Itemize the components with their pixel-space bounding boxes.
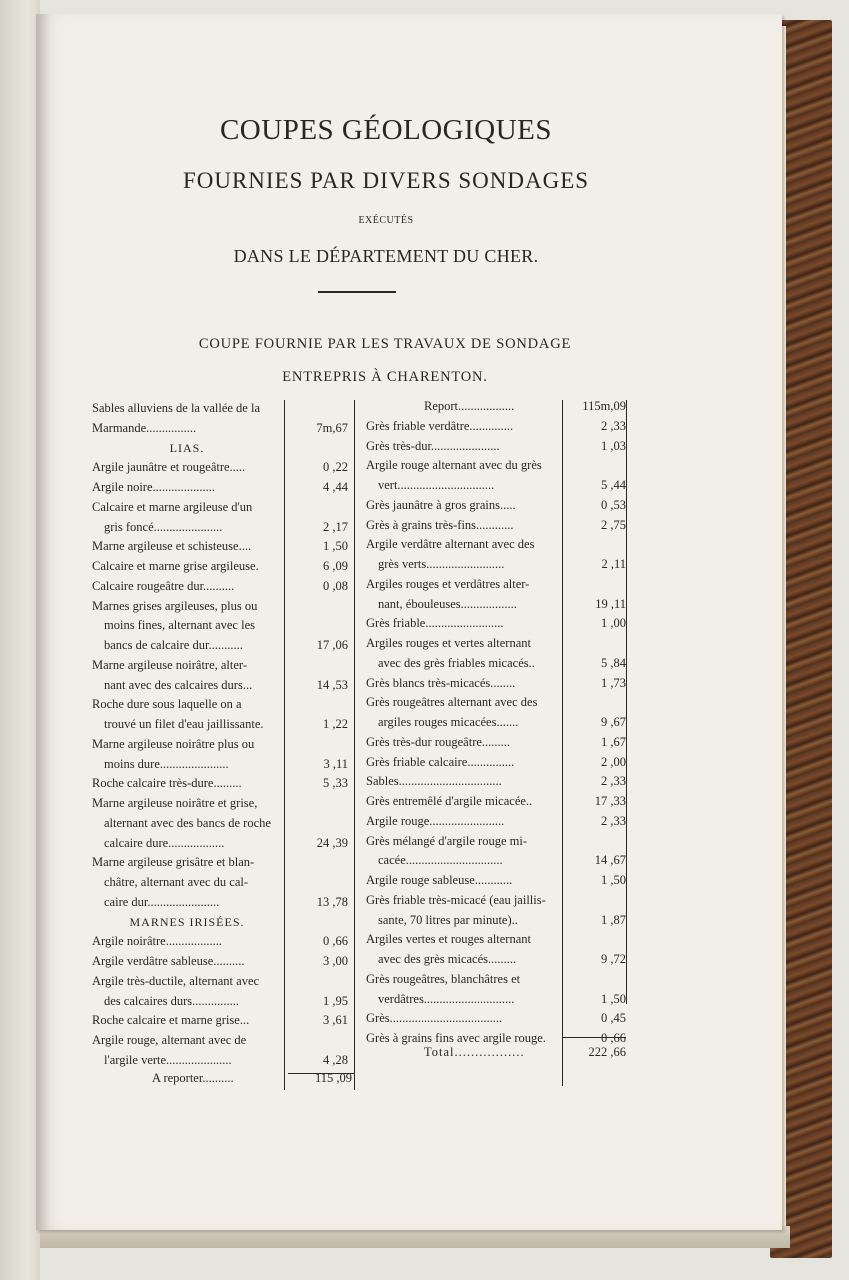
- row-value: 9 ,72: [601, 952, 626, 966]
- row-label: Argile verdâtre sableuse..........: [92, 954, 245, 968]
- table-row: [92, 637, 350, 654]
- row-label: Marne argileuse et schisteuse....: [92, 539, 252, 554]
- row-label: Grès à grains fins avec argile rouge.: [366, 1031, 546, 1045]
- row-value: 14 ,53: [316, 677, 348, 692]
- row-value: 1 ,95: [323, 993, 348, 1008]
- table-row: [366, 576, 628, 593]
- title-line-2: FOURNIES PAR DIVERS SONDAGES: [182, 168, 590, 193]
- row-value: 9 ,67: [601, 715, 626, 729]
- row-label: avec des grès friables micacés..: [378, 655, 535, 670]
- row-label: moins dure......................: [104, 756, 229, 771]
- row-label: Marne argileuse noirâtre plus ou: [92, 736, 255, 751]
- table-row: [92, 1012, 350, 1029]
- row-value: 115m,09: [582, 399, 626, 413]
- table-row: [366, 912, 628, 929]
- table-row: [92, 400, 350, 417]
- row-value: 17 ,33: [594, 794, 626, 808]
- row-label: Marmande................: [92, 420, 197, 435]
- table-row: [92, 736, 350, 753]
- row-label: Calcaire et marne grise argileuse.: [92, 559, 259, 573]
- row-label: Marne argileuse noirâtre et grise,: [92, 796, 258, 810]
- table-row: [92, 1032, 350, 1049]
- table-row: [92, 657, 350, 674]
- table-row: [366, 773, 628, 790]
- table-row: [366, 596, 628, 613]
- row-label: l'argile verte.....................: [104, 1052, 232, 1067]
- row-label: Argile rouge alternant avec du grès: [366, 458, 542, 473]
- row-value: 1 ,50: [323, 539, 348, 554]
- row-value: 2 ,11: [601, 557, 626, 571]
- row-value: 4 ,28: [323, 1052, 348, 1067]
- table-row: [92, 598, 350, 615]
- row-label: Argile très-ductile, alternant avec: [92, 973, 260, 988]
- row-label: Grès rougeâtres alternant avec des: [366, 695, 538, 710]
- row-value: 5 ,84: [601, 655, 626, 670]
- table-row: [366, 694, 628, 711]
- row-label: trouvé un filet d'eau jaillissante.: [104, 717, 264, 731]
- table-row: [366, 517, 628, 534]
- row-value: 4 ,44: [323, 480, 348, 494]
- spine-gutter: [36, 14, 50, 1230]
- row-value: 19 ,11: [595, 596, 626, 611]
- row-label: Calcaire et marne argileuse d'un: [92, 499, 253, 514]
- row-label: Argiles rouges et verdâtres alter-: [366, 576, 530, 591]
- table-row: [366, 398, 628, 415]
- left-col-rule-2: [354, 400, 355, 1090]
- row-label: Argile rouge........................: [366, 813, 505, 828]
- section-header: LIAS.: [169, 440, 205, 455]
- table-row: [366, 635, 628, 652]
- table-row: [366, 477, 628, 494]
- row-label: avec des grès micacés.........: [378, 952, 517, 966]
- row-value: 3 ,00: [323, 954, 348, 968]
- row-label: Roche dure sous laquelle on a: [92, 697, 242, 712]
- table-row: [92, 933, 350, 950]
- row-label: Grès mélangé d'argile rouge mi-: [366, 833, 527, 848]
- table-row: [366, 497, 628, 514]
- table-row: [366, 615, 628, 632]
- row-label: nant, ébouleuses..................: [378, 596, 517, 611]
- row-label: Grès rougeâtres, blanchâtres et: [366, 971, 521, 986]
- row-value: 5 ,33: [323, 776, 348, 791]
- right-total: [366, 1044, 628, 1061]
- table-row: [92, 677, 350, 694]
- row-label: Grès à grains très-fins............: [366, 517, 514, 532]
- row-value: 0 ,45: [601, 1011, 626, 1026]
- row-label: Grès blancs très-micacés........: [366, 675, 516, 690]
- table-row: [366, 991, 628, 1008]
- row-label: Grès friable très-micacé (eau jaillis-: [366, 892, 546, 907]
- row-label: vert...............................: [378, 478, 495, 492]
- table-row: [366, 714, 628, 731]
- row-value: 0 ,22: [323, 460, 348, 475]
- table-row: [92, 716, 350, 733]
- row-label: calcaire dure..................: [104, 835, 225, 850]
- row-label: caire dur.......................: [104, 894, 220, 909]
- row-value: 1 ,73: [601, 675, 626, 690]
- row-value: 1 ,22: [323, 717, 348, 731]
- row-value: 2 ,75: [601, 517, 626, 532]
- row-value: 17 ,06: [316, 638, 348, 652]
- row-value: 2 ,00: [601, 754, 626, 769]
- table-row: [366, 793, 628, 810]
- row-value: 2 ,17: [323, 519, 348, 534]
- row-label: bancs de calcaire dur...........: [104, 638, 243, 652]
- row-label: verdâtres.............................: [378, 991, 515, 1006]
- carry-value: 115 ,09: [314, 1071, 352, 1085]
- table-row: [92, 479, 350, 496]
- row-label: des calcaires durs...............: [104, 993, 240, 1008]
- row-value: 1 ,00: [601, 616, 626, 631]
- row-value: 5 ,44: [601, 478, 626, 492]
- table-row: [92, 815, 350, 832]
- table-row: [92, 795, 350, 812]
- row-label: Roche calcaire et marne grise...: [92, 1013, 250, 1028]
- table-row: [92, 973, 350, 990]
- row-label: Argiles vertes et rouges alternant: [366, 932, 531, 947]
- row-value: 2 ,33: [601, 418, 626, 433]
- row-label: Grès jaunâtre à gros grains.....: [366, 497, 516, 512]
- section-heading-line-2: ENTREPRIS À CHARENTON.: [282, 369, 488, 385]
- right-col-rule-1: [562, 400, 563, 1086]
- row-value: 0 ,53: [601, 497, 626, 512]
- row-label: alternant avec des bancs de roche: [104, 815, 271, 830]
- table-row: [366, 675, 628, 692]
- row-label: Grès entremêlé d'argile micacée..: [366, 794, 533, 808]
- row-value: 7m,67: [316, 420, 348, 435]
- row-label: Roche calcaire très-dure.........: [92, 776, 242, 791]
- row-value: 0 ,66: [323, 934, 348, 949]
- table-row: [92, 558, 350, 575]
- total-value: 222 ,66: [588, 1045, 626, 1059]
- table-row: [366, 754, 628, 771]
- row-label: Grès très-dur rougeâtre.........: [366, 734, 511, 749]
- table-row: [92, 874, 350, 891]
- row-label: argiles rouges micacées.......: [378, 715, 519, 729]
- table-row: [366, 892, 628, 909]
- row-label: moins fines, alternant avec les: [104, 618, 255, 633]
- table-row: [92, 459, 350, 476]
- row-label: gris foncé......................: [104, 519, 223, 534]
- row-label: Sables alluviens de la vallée de la: [92, 401, 260, 415]
- carry-label: A reporter..........: [152, 1071, 234, 1085]
- row-label: Argile rouge sableuse............: [366, 873, 513, 887]
- row-value: 2 ,33: [601, 774, 626, 789]
- row-value: 0 ,66: [601, 1031, 626, 1045]
- row-value: 24 ,39: [316, 835, 348, 850]
- table-row: [92, 894, 350, 911]
- row-value: 0 ,08: [323, 578, 348, 593]
- row-label: Grès....................................: [366, 1011, 503, 1026]
- row-label: grès verts.........................: [378, 557, 505, 571]
- table-row: [92, 953, 350, 970]
- row-label: Marne argileuse noirâtre, alter-: [92, 657, 247, 672]
- row-value: 2 ,33: [601, 813, 626, 828]
- table-row: [92, 756, 350, 773]
- left-col-rule-1: [284, 400, 285, 1090]
- table-row: [92, 1052, 350, 1069]
- table-row: [366, 536, 628, 553]
- row-label: Marne argileuse grisâtre et blan-: [92, 855, 255, 870]
- row-label: Argile noirâtre..................: [92, 934, 222, 949]
- table-surface: [0, 0, 40, 1280]
- row-value: 1 ,50: [601, 991, 626, 1006]
- row-label: Grès friable.........................: [366, 616, 504, 631]
- row-label: Argiles rouges et vertes alternant: [366, 636, 531, 650]
- left-carry-forward: [96, 1070, 356, 1087]
- table-row: [366, 813, 628, 830]
- table-row: [92, 993, 350, 1010]
- row-label: Argile verdâtre alternant avec des: [366, 537, 535, 552]
- total-label: Total.................: [424, 1045, 525, 1059]
- title-line-1: COUPES GÉOLOGIQUES: [219, 114, 553, 146]
- row-value: 1 ,67: [601, 734, 626, 749]
- table-row: [366, 418, 628, 435]
- table-row: [366, 655, 628, 672]
- row-label: Sables.................................: [366, 774, 502, 789]
- row-label: Calcaire rougeâtre dur..........: [92, 578, 235, 593]
- row-label: Argile rouge, alternant avec de: [92, 1033, 247, 1047]
- row-value: 1 ,87: [601, 912, 626, 927]
- row-label: nant avec des calcaires durs...: [104, 677, 253, 692]
- row-label: Argile jaunâtre et rougeâtre.....: [92, 460, 246, 475]
- table-row: [92, 499, 350, 516]
- table-row: [366, 556, 628, 573]
- row-label: Grès très-dur......................: [366, 438, 500, 453]
- table-row: [92, 538, 350, 555]
- title-line-4: DANS LE DÉPARTEMENT DU CHER.: [233, 246, 539, 266]
- table-row: [92, 578, 350, 595]
- title-line-3: EXÉCUTÉS: [358, 215, 414, 226]
- table-row: [92, 835, 350, 852]
- table-row: [366, 833, 628, 850]
- table-row: [366, 971, 628, 988]
- table-row: [366, 951, 628, 968]
- table-row: [366, 457, 628, 474]
- row-label: châtre, alternant avec du cal-: [104, 875, 249, 889]
- table-row: [92, 519, 350, 536]
- section-header: MARNES IRISÉES.: [129, 914, 245, 929]
- right-total-rule: [562, 1037, 626, 1038]
- row-label: Grès friable calcaire...............: [366, 754, 515, 769]
- table-row: [366, 1010, 628, 1027]
- table-row: [92, 854, 350, 871]
- table-row: [366, 438, 628, 455]
- row-value: 14 ,67: [594, 853, 626, 868]
- row-value: 3 ,61: [323, 1013, 348, 1028]
- row-value: 3 ,11: [323, 756, 348, 771]
- section-heading-line-1: COUPE FOURNIE PAR LES TRAVAUX DE SONDAGE: [198, 336, 572, 352]
- table-row: [92, 420, 350, 437]
- right-col-rule-2: [626, 400, 627, 1004]
- title-rule: [318, 291, 396, 293]
- table-row: [92, 617, 350, 634]
- row-label: Argile noire....................: [92, 480, 216, 494]
- row-label: cacée...............................: [378, 853, 503, 868]
- row-value: 13 ,78: [316, 894, 348, 909]
- row-label: Report..................: [424, 399, 515, 413]
- table-row: [92, 775, 350, 792]
- row-label: Marnes grises argileuses, plus ou: [92, 598, 258, 613]
- table-row: [366, 734, 628, 751]
- row-value: 1 ,50: [601, 873, 626, 887]
- book-page: [36, 14, 782, 1230]
- table-row: [92, 696, 350, 713]
- table-row: [366, 872, 628, 889]
- row-label: sante, 70 litres par minute)..: [378, 912, 518, 927]
- table-row: [366, 931, 628, 948]
- row-value: 1 ,03: [601, 438, 626, 453]
- table-row: [366, 852, 628, 869]
- row-value: 6 ,09: [323, 559, 348, 573]
- row-label: Grès friable verdâtre..............: [366, 418, 514, 433]
